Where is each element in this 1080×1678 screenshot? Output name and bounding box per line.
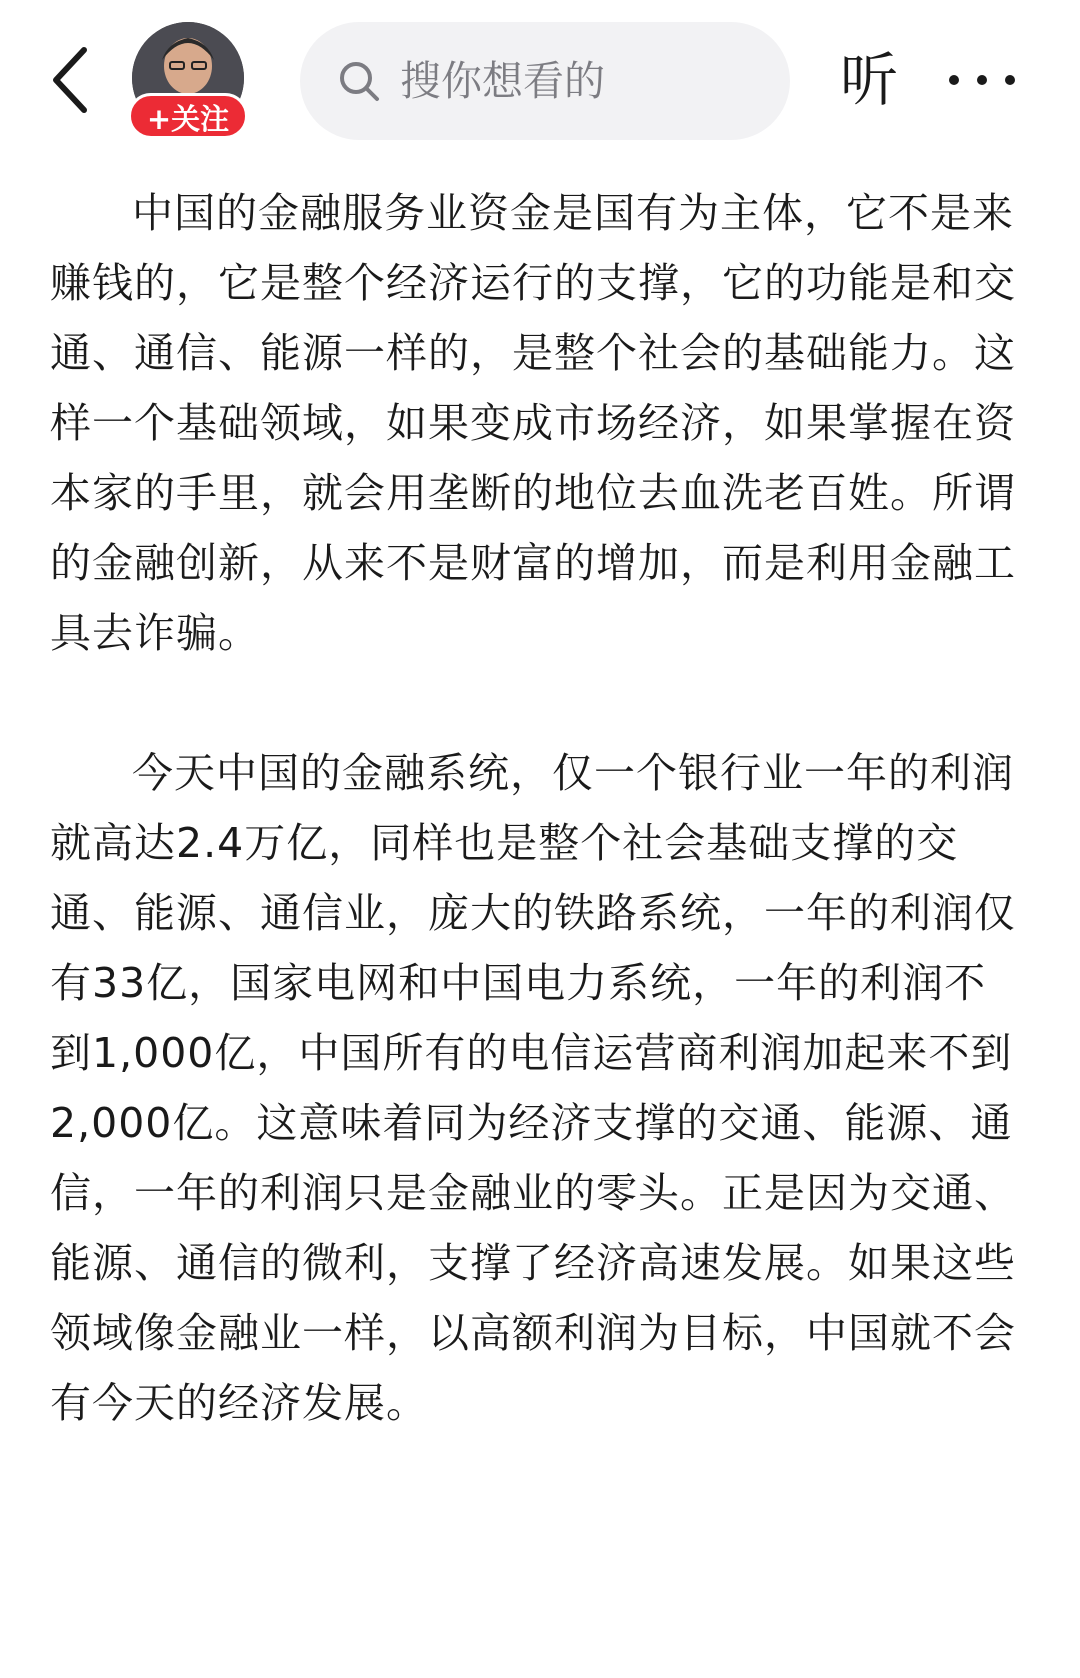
search-input[interactable] — [400, 57, 760, 105]
article-paragraph-1: 中国的金融服务业资金是国有为主体，它不是来赚钱的，它是整个经济运行的支撑，它的功能是和交通、通信、能源一样的，是整个社会的基础能力。这样一个基础领域，如果变成市场经济，如果掌握在资本家的手里，就会用垄断的地位去血洗老百姓。所谓的金融创新，从来不是财富的增加，而是利用金融工具去诈骗。 — [50, 189, 1016, 657]
article-paragraph-2: 今天中国的金融系统，仅一个银行业一年的利润就高达2.4万亿，同样也是整个社会基础支撑的交通、能源、通信业，庞大的铁路系统，一年的利润仅有33亿，国家电网和中国电力系统，一年的利润不到1,000亿，中国所有的电信运营商利润加起来不到2,000亿。这意味着同为经济支撑的交通、能源、通信，一年的利润只是金融业的零头。正是因为交通、能源、通信的微利，支撑了经济高速发展。如果这些领域像金融业一样，以高额利润为目标，中国就不会有今天的经济发展。 — [50, 749, 1016, 1427]
more-button[interactable] — [944, 58, 1020, 102]
more-dots-icon — [944, 58, 1020, 102]
search-icon — [336, 58, 382, 104]
follow-button[interactable]: +关注 — [128, 93, 248, 139]
back-button[interactable] — [40, 40, 100, 120]
listen-button[interactable]: 听 — [840, 46, 899, 114]
author-area — [128, 22, 248, 148]
top-bar — [0, 0, 1080, 170]
chevron-left-icon — [40, 40, 100, 120]
search-box[interactable] — [300, 22, 790, 140]
article-body — [0, 178, 1080, 1438]
